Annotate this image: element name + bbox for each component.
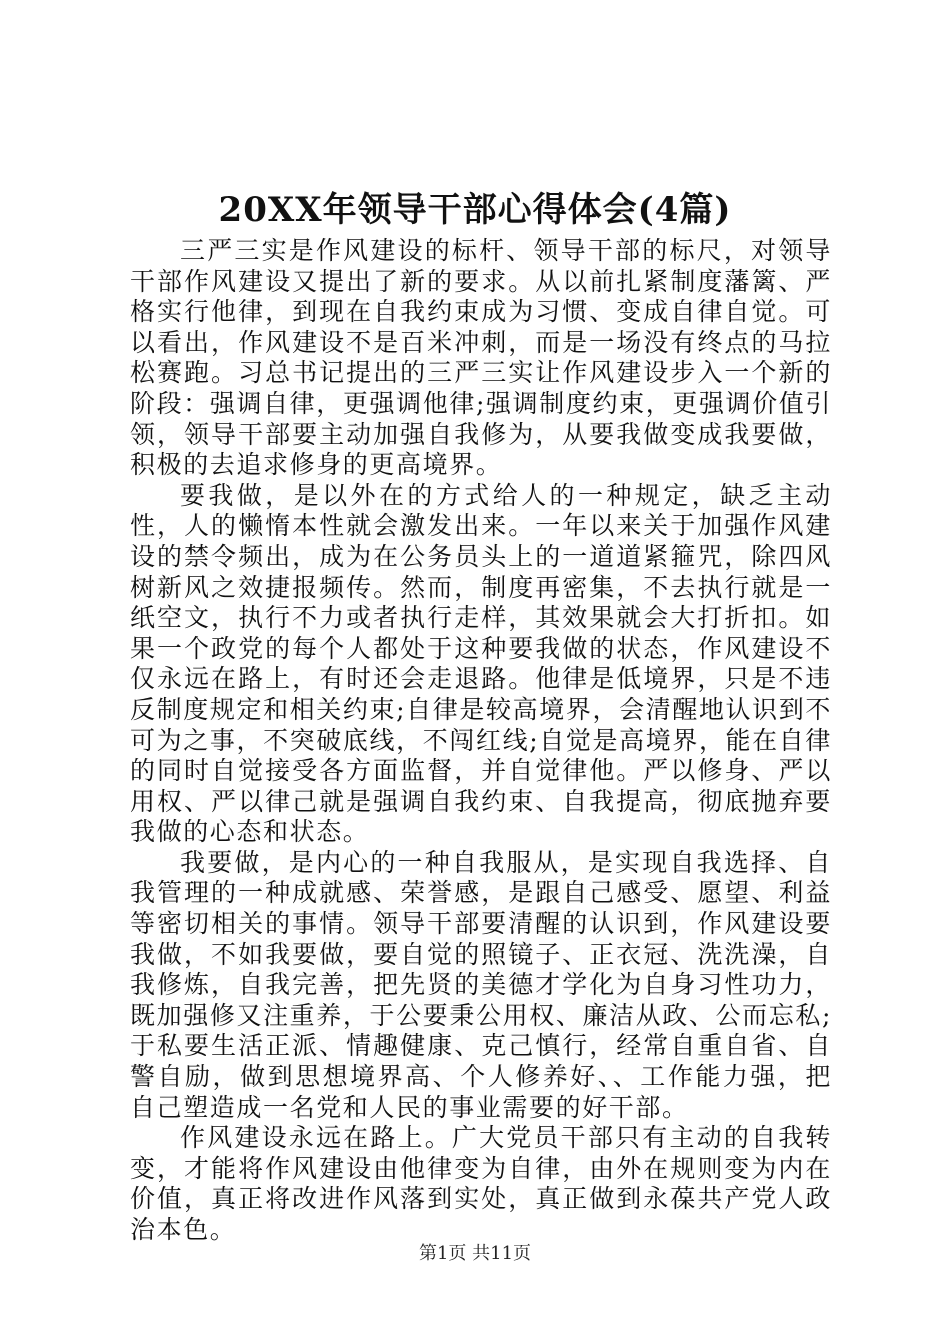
paragraph-1: 三严三实是作风建设的标杆、领导干部的标尺，对领导干部作风建设又提出了新的要求。从以前扎紧制度藩篱、严格实行他律，到现在自我约束成为习惯、变成自律自觉。可以看出，作风建设不是百米冲刺，而是一场没有终点的马拉松赛跑。习总书记提出的三严三实让作风建设步入一个新的阶段：强调自律，更强调他律;强调制度约束，更强调价值引领，领导干部要主动加强自我修为，从要我做变成我要做，积极的去追求修身的更高境界。 <box>130 236 832 480</box>
paragraph-2: 要我做，是以外在的方式给人的一种规定，缺乏主动性，人的懒惰本性就会激发出来。一年以来关于加强作风建设的禁令频出，成为在公务员头上的一道道紧箍咒，除四风树新风之效捷报频传。然而，制度再密集，不去执行就是一纸空文，执行不力或者执行走样，其效果就会大打折扣。如果一个政党的每个人都处于这种要我做的状态，作风建设不仅永远在路上，有时还会走退路。他律是低境界，只是不违反制度规定和相关约束;自律是较高境界，会清醒地认识到不可为之事，不突破底线，不闯红线;自觉是高境界，能在自律的同时自觉接受各方面监督，并自觉律他。严以修身、严以用权、严以律己就是强调自我约束、自我提高，彻底抛弃要我做的心态和状态。 <box>130 480 832 847</box>
document-title: 20XX年领导干部心得体会(4篇) <box>218 190 732 230</box>
paragraph-4: 作风建设永远在路上。广大党员干部只有主动的自我转变，才能将作风建设由他律变为自律，由外在规则变为内在价值，真正将改进作风落到实处，真正做到永葆共产党人政治本色。 <box>130 1123 832 1244</box>
page-footer: 第1页 共11页 <box>418 1243 532 1264</box>
paragraph-3: 我要做，是内心的一种自我服从，是实现自我选择、自我管理的一种成就感、荣誉感，是跟自己感受、愿望、利益等密切相关的事情。领导干部要清醒的认识到，作风建设要我做，不如我要做，要自觉的照镜子、正衣冠、洗洗澡，自我修炼，自我完善，把先贤的美德才学化为自身习性功力，既加强修又注重养，于公要秉公用权、廉洁从政、公而忘私;于私要生活正派、情趣健康、克己慎行，经常自重自省、自警自励，做到思想境界高、个人修养好、、工作能力强，把自己塑造成一名党和人民的事业需要的好干部。 <box>130 847 832 1122</box>
document-body <box>130 236 832 1246</box>
